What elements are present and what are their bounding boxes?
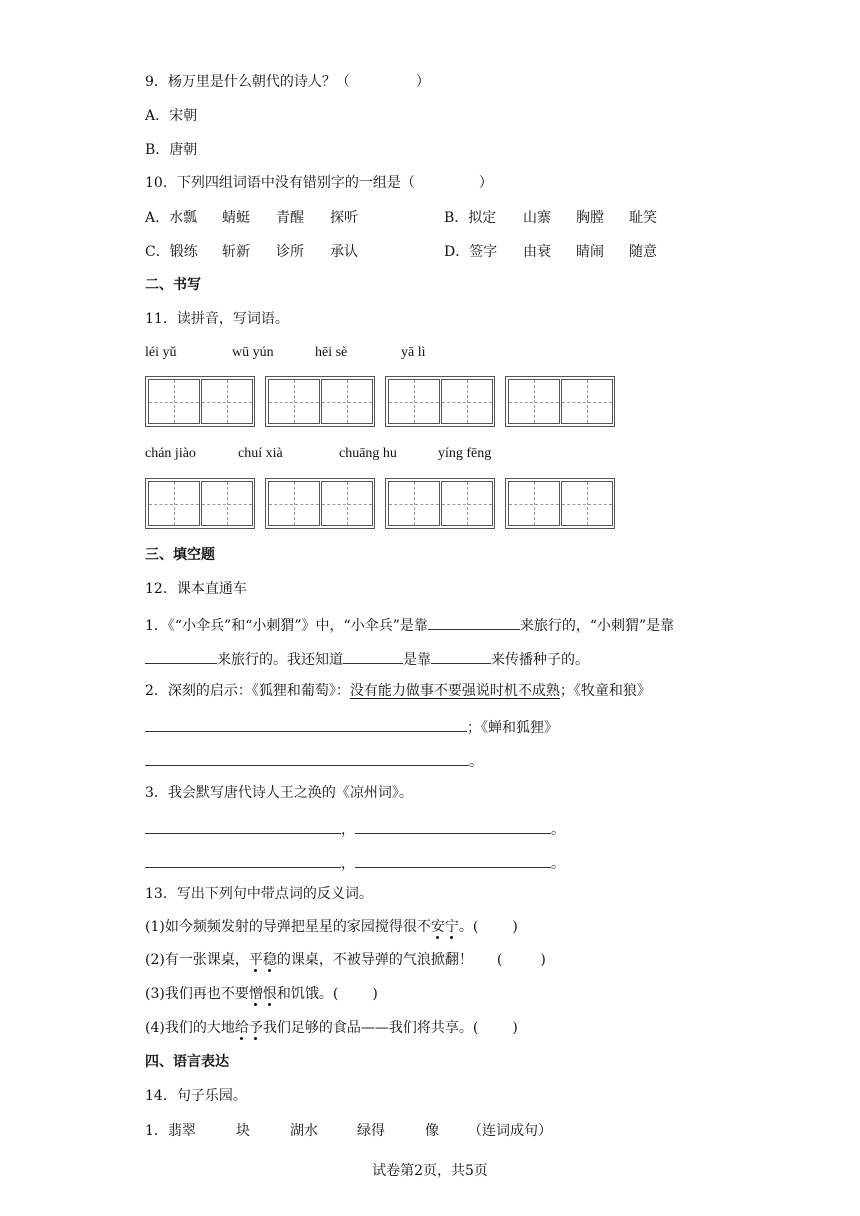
pinyin-3: hēi sè [315,345,348,360]
q11-stem: 11．读拼音，写词语。 [145,311,289,327]
answer-blank[interactable] [145,817,341,834]
q12-part1-line1: 1．《“小伞兵”和“小刺猬”》中，“小伞兵”是靠 来旅行的，“小刺猬”是靠 [145,613,674,636]
q12-part2-line1: 2．深刻的启示：《狐狸和葡萄》：没有能力做事不要强说时机不成熟；《牧童和狼》 [145,683,651,699]
pinyin-8: yíng fēng [438,446,492,461]
writing-box[interactable] [385,478,495,529]
q9-option-b: B．唐朝 [145,142,198,158]
writing-box[interactable] [145,478,255,529]
writing-box[interactable] [145,376,255,427]
pinyin-2: wū yún [232,345,274,360]
answer-blank[interactable] [145,715,467,732]
q12-part2-line3: 。 [145,749,483,772]
pinyin-1: léi yǔ [145,345,177,360]
q9-stem: 9．杨万里是什么朝代的诗人？（ ） [145,74,430,90]
q12-part3: 3．我会默写唐代诗人王之涣的《凉州词》。 [145,785,413,801]
q12-part1-line2: 来旅行的。我还知道 是靠 来传播种子的。 [145,647,589,670]
answer-blank[interactable] [428,613,520,630]
q12-stem: 12．课本直通车 [145,581,247,597]
q13-sentence-2: (2)有一张课桌，平稳的课桌，不被导弹的气浪掀翻！ ( ) [145,952,546,968]
q13-stem: 13．写出下列句中带点词的反义词。 [145,886,373,902]
pinyin-6: chuí xià [238,446,283,461]
section-heading-language-expression: 四、语言表达 [145,1054,229,1070]
answer-blank[interactable] [355,851,551,868]
answer-blank[interactable] [343,647,403,664]
poem-line-1: ， 。 [145,817,565,840]
answer-blank[interactable] [355,817,551,834]
q14-stem: 14．句子乐园。 [145,1088,247,1104]
q12-part2-line2: ；《蝉和狐狸》 [145,715,558,738]
q13-sentence-3: (3)我们再也不要憎恨和饥饿。( ) [145,986,378,1002]
pinyin-4: yā lì [401,345,426,360]
answer-blank[interactable] [145,749,469,766]
writing-box[interactable] [385,376,495,427]
answer-blank[interactable] [145,851,341,868]
answer-blank[interactable] [145,647,217,664]
q13-sentence-4: (4)我们的大地给予我们足够的食品——我们将共享。( ) [145,1020,518,1036]
page-footer: 试卷第2页，共5页 [372,1163,488,1179]
q13-sentence-1: (1)如今频频发射的导弹把星星的家园搅得很不安宁。( ) [145,919,518,935]
writing-box[interactable] [265,478,375,529]
writing-box[interactable] [265,376,375,427]
answer-blank[interactable] [431,647,491,664]
section-heading-fill-in: 三、填空题 [145,547,215,563]
writing-box[interactable] [505,376,615,427]
section-heading-writing: 二、书写 [145,277,201,293]
writing-box[interactable] [505,478,615,529]
pinyin-7: chuāng hu [339,446,397,461]
q9-option-a: A．宋朝 [145,108,198,124]
pinyin-5: chán jiào [145,446,196,461]
q10-stem: 10．下列四组词语中没有错别字的一组是（ ） [145,175,493,191]
poem-line-2: ， 。 [145,851,565,874]
